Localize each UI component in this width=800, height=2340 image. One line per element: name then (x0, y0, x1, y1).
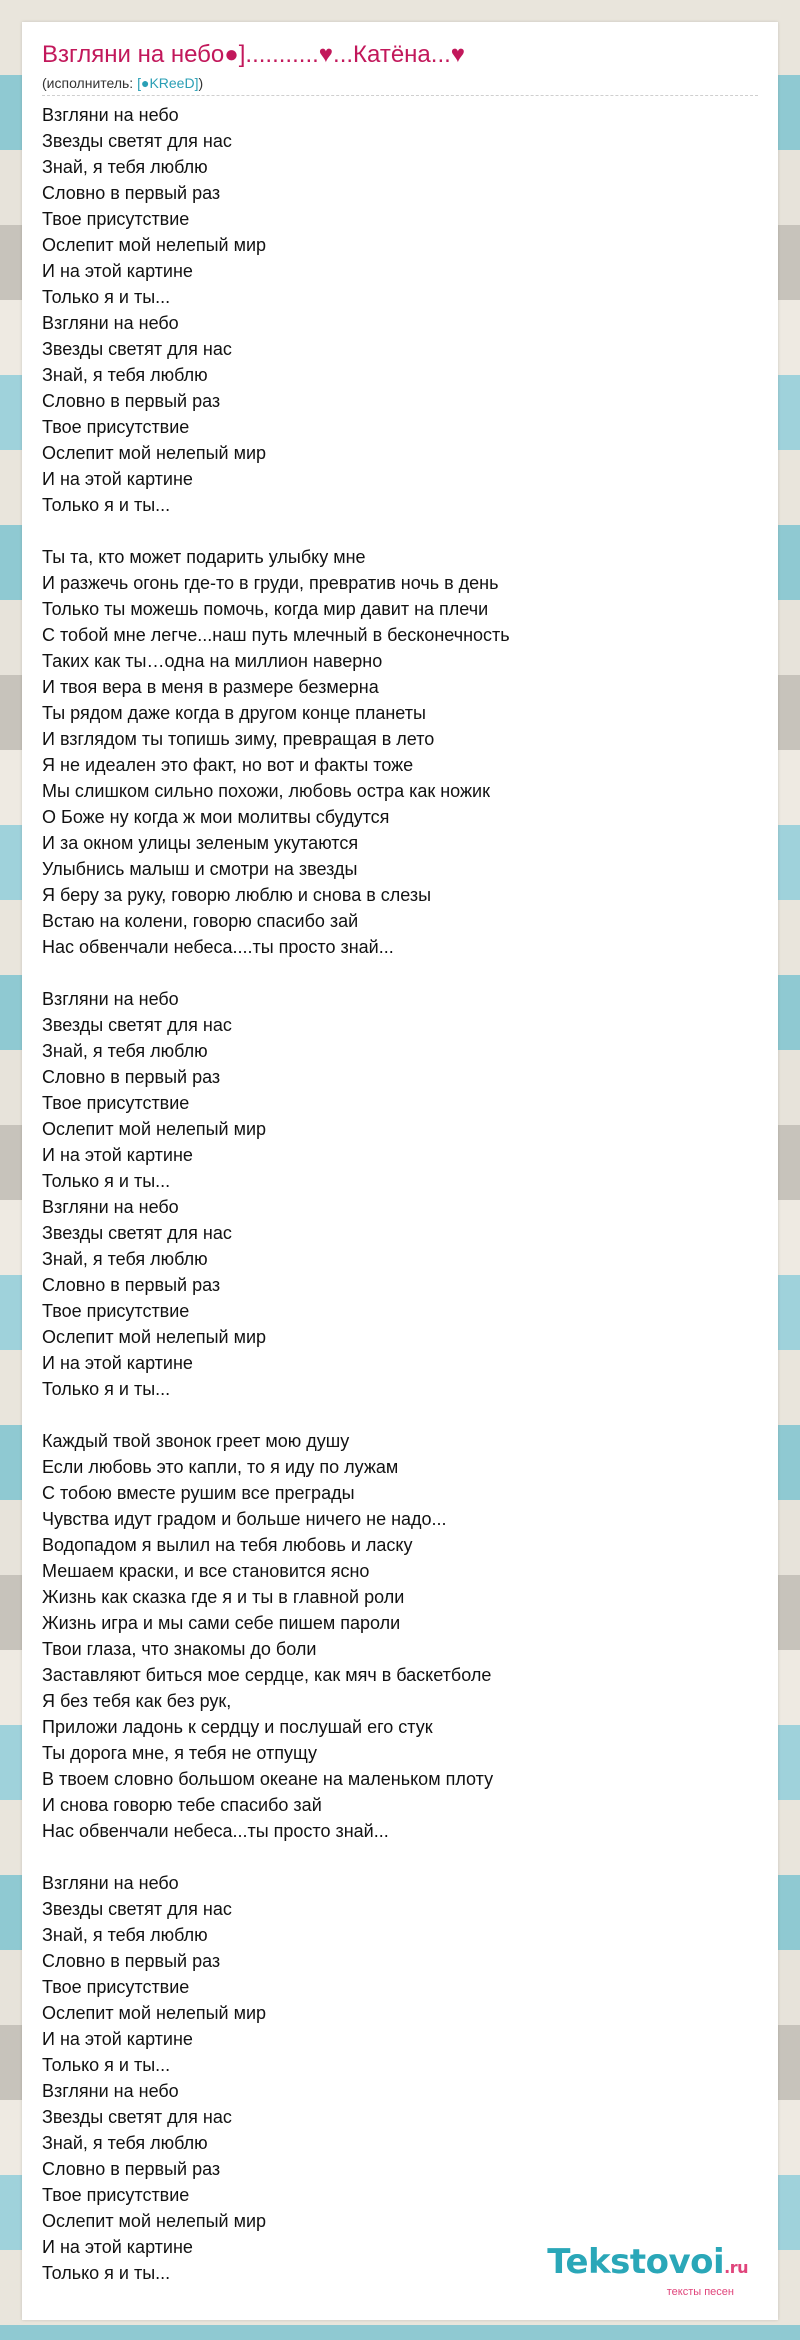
lyric-line: Ослепит мой нелепый мир (42, 443, 267, 463)
lyric-line: Знай, я тебя люблю (42, 365, 208, 385)
lyric-line: Только я и ты... (42, 287, 171, 307)
lyric-line: Только ты можешь помочь, когда мир давит на плечи (42, 599, 489, 619)
lyric-line: Звезды светят для нас (42, 2107, 232, 2127)
lyrics-card (22, 22, 778, 2320)
lyric-line: И на этой картине (42, 261, 193, 281)
lyric-line: Твое присутствие (42, 209, 190, 229)
lyric-line: Знай, я тебя люблю (42, 1249, 208, 1269)
lyric-line: Словно в первый раз (42, 183, 221, 203)
performer-label: (исполнитель: (42, 75, 138, 91)
lyric-line: Словно в первый раз (42, 1951, 221, 1971)
lyric-line: Только я и ты... (42, 495, 171, 515)
lyric-line: Знай, я тебя люблю (42, 1041, 208, 1061)
lyric-line: Взгляни на небо (42, 313, 179, 333)
lyric-line: Я беру за руку, говорю люблю и снова в слезы (42, 885, 432, 905)
lyric-line: Твое присутствие (42, 2185, 190, 2205)
lyric-line: Жизнь игра и мы сами себе пишем пароли (42, 1613, 401, 1633)
lyric-line: Твое присутствие (42, 1977, 190, 1997)
lyric-line: Заставляют биться мое сердце, как мяч в баскетболе (42, 1665, 492, 1685)
lyric-line: И за окном улицы зеленым укутаются (42, 833, 359, 853)
lyric-line: Словно в первый раз (42, 2159, 221, 2179)
lyric-line: И снова говорю тебе спасибо зай (42, 1795, 322, 1815)
lyric-line: Взгляни на небо (42, 2081, 179, 2101)
lyric-line: Ослепит мой нелепый мир (42, 235, 267, 255)
lyric-line: Знай, я тебя люблю (42, 1925, 208, 1945)
lyric-line: Нас обвенчали небеса....ты просто знай... (42, 937, 394, 957)
lyric-line: Взгляни на небо (42, 105, 179, 125)
lyric-line: Каждый твой звонок греет мою душу (42, 1431, 350, 1451)
stanza-break (42, 960, 758, 986)
lyric-line: Только я и ты... (42, 2055, 171, 2075)
lyric-line: Только я и ты... (42, 2263, 171, 2283)
lyric-line: Знай, я тебя люблю (42, 2133, 208, 2153)
lyric-line: Ослепит мой нелепый мир (42, 1119, 267, 1139)
lyric-line: О Боже ну когда ж мои молитвы сбудутся (42, 807, 390, 827)
lyric-line: Нас обвенчали небеса...ты просто знай... (42, 1821, 389, 1841)
lyric-line: Улыбнись малыш и смотри на звезды (42, 859, 358, 879)
lyric-line: Чувства идут градом и больше ничего не надо... (42, 1509, 447, 1529)
lyric-line: И на этой картине (42, 2029, 193, 2049)
lyric-line: Ослепит мой нелепый мир (42, 1327, 267, 1347)
lyric-line: С тобою вместе рушим все преграды (42, 1483, 355, 1503)
lyric-line: Звезды светят для нас (42, 1899, 232, 1919)
lyric-line: Звезды светят для нас (42, 1015, 232, 1035)
lyric-line: Жизнь как сказка где я и ты в главной роли (42, 1587, 405, 1607)
lyric-line: Приложи ладонь к сердцу и послушай его стук (42, 1717, 433, 1737)
lyric-line: Водопадом я вылил на тебя любовь и ласку (42, 1535, 413, 1555)
logo-tagline: тексты песен (666, 2286, 734, 2298)
lyrics-text (42, 102, 758, 2286)
stanza-break (42, 1402, 758, 1428)
logo-main-text: Tekstovoi (547, 2242, 725, 2282)
lyric-line: Таких как ты…одна на миллион наверно (42, 651, 383, 671)
lyric-line: Словно в первый раз (42, 1275, 221, 1295)
lyric-line: Если любовь это капли, то я иду по лужам (42, 1457, 399, 1477)
lyric-line: Звезды светят для нас (42, 339, 232, 359)
lyric-line: Твое присутствие (42, 1301, 190, 1321)
lyric-line: Мы слишком сильно похожи, любовь остра как ножик (42, 781, 490, 801)
lyric-line: Встаю на колени, говорю спасибо зай (42, 911, 359, 931)
lyric-line: Звезды светят для нас (42, 1223, 232, 1243)
lyric-line: С тобой мне легче...наш путь млечный в бесконечность (42, 625, 510, 645)
lyric-line: Ты та, кто может подарить улыбку мне (42, 547, 366, 567)
lyric-line: Знай, я тебя люблю (42, 157, 208, 177)
performer-link[interactable]: [●KReeD] (137, 75, 199, 91)
song-header (42, 40, 758, 96)
lyric-line: И разжечь огонь где-то в груди, превратив ночь в день (42, 573, 499, 593)
lyric-line: Только я и ты... (42, 1171, 171, 1191)
song-title: Взгляни на небо●]...........♥...Катёна...♥ (42, 41, 466, 68)
lyric-line: Ослепит мой нелепый мир (42, 2211, 267, 2231)
lyric-line: И на этой картине (42, 2237, 193, 2257)
lyric-line: Твое присутствие (42, 1093, 190, 1113)
site-logo[interactable] (547, 2244, 748, 2298)
stanza-break (42, 518, 758, 544)
lyric-line: Твои глаза, что знакомы до боли (42, 1639, 317, 1659)
lyric-line: Только я и ты... (42, 1379, 171, 1399)
lyric-line: Ты рядом даже когда в другом конце планеты (42, 703, 426, 723)
lyric-line: Взгляни на небо (42, 989, 179, 1009)
performer-line (42, 74, 758, 96)
lyric-line: Ослепит мой нелепый мир (42, 2003, 267, 2023)
lyric-line: Словно в первый раз (42, 391, 221, 411)
lyric-line: Мешаем краски, и все становится ясно (42, 1561, 370, 1581)
lyric-line: И взглядом ты топишь зиму, превращая в лето (42, 729, 435, 749)
lyric-line: И на этой картине (42, 1353, 193, 1373)
lyric-line: И на этой картине (42, 1145, 193, 1165)
logo-tld: .ru (724, 2258, 748, 2277)
stanza-break (42, 1844, 758, 1870)
lyric-line: Твое присутствие (42, 417, 190, 437)
lyric-line: Я без тебя как без рук, (42, 1691, 232, 1711)
performer-close: ) (198, 75, 204, 91)
lyric-line: Взгляни на небо (42, 1197, 179, 1217)
lyric-line: Словно в первый раз (42, 1067, 221, 1087)
lyric-line: Звезды светят для нас (42, 131, 232, 151)
lyric-line: И на этой картине (42, 469, 193, 489)
lyric-line: В твоем словно большом океане на маленьком плоту (42, 1769, 494, 1789)
lyric-line: И твоя вера в меня в размере безмерна (42, 677, 379, 697)
lyric-line: Взгляни на небо (42, 1873, 179, 1893)
lyric-line: Ты дорога мне, я тебя не отпущу (42, 1743, 318, 1763)
lyric-line: Я не идеален это факт, но вот и факты тоже (42, 755, 414, 775)
